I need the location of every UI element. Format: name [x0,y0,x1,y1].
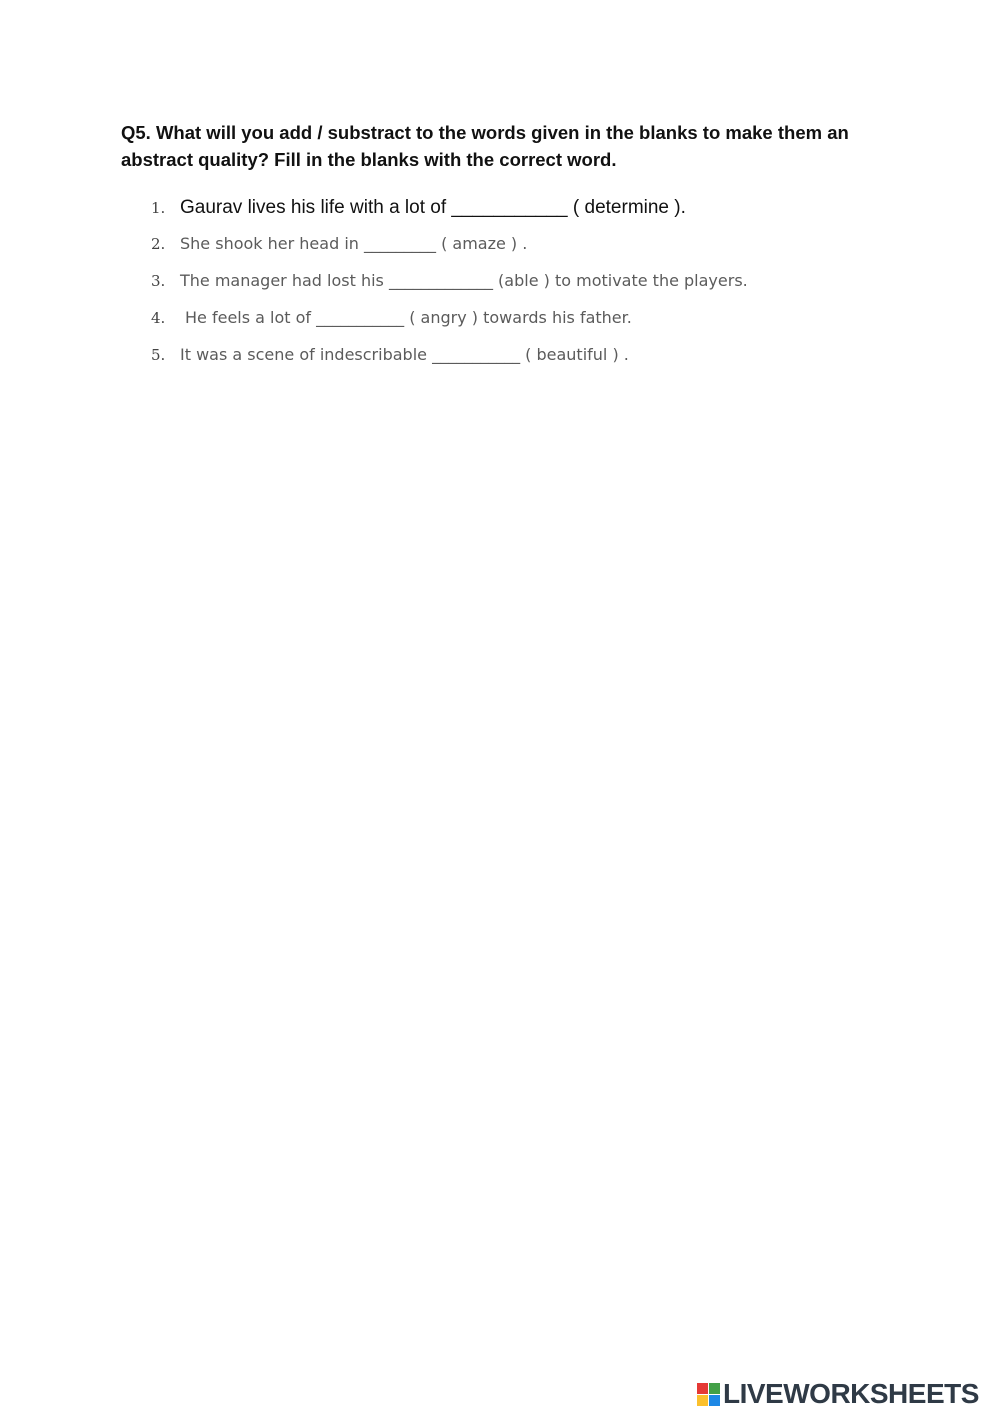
item-text: She shook her head in _________ ( amaze ) . [180,234,528,253]
item-number: 1. [151,199,166,217]
item-text: It was a scene of indescribable ___________ ( beautiful ) . [180,345,629,364]
item-number: 4. [151,309,166,327]
logo-square [709,1395,720,1406]
item-number: 3. [151,272,166,290]
item-text: Gaurav lives his life with a lot of ___________ ( determine ). [180,197,686,218]
logo-text: LIVEWORKSHEETS [723,1378,979,1409]
item-number: 2. [151,235,166,253]
list-item [151,345,629,365]
logo-square [697,1395,708,1406]
logo-mark-icon [697,1383,720,1406]
logo-square [697,1383,708,1394]
item-text: The manager had lost his _____________ (able ) to motivate the players. [180,271,748,290]
list-item [151,308,632,328]
item-text: He feels a lot of ___________ ( angry ) towards his father. [185,308,632,327]
item-number: 5. [151,346,166,364]
liveworksheets-logo[interactable] [697,1378,979,1410]
list-item [151,271,748,291]
question-heading: Q5. What will you add / substract to the words given in the blanks to make them an abstract quality? Fill in the blanks with the correct word. [121,122,849,170]
list-item [151,197,686,219]
logo-square [709,1383,720,1394]
list-item [151,234,527,254]
